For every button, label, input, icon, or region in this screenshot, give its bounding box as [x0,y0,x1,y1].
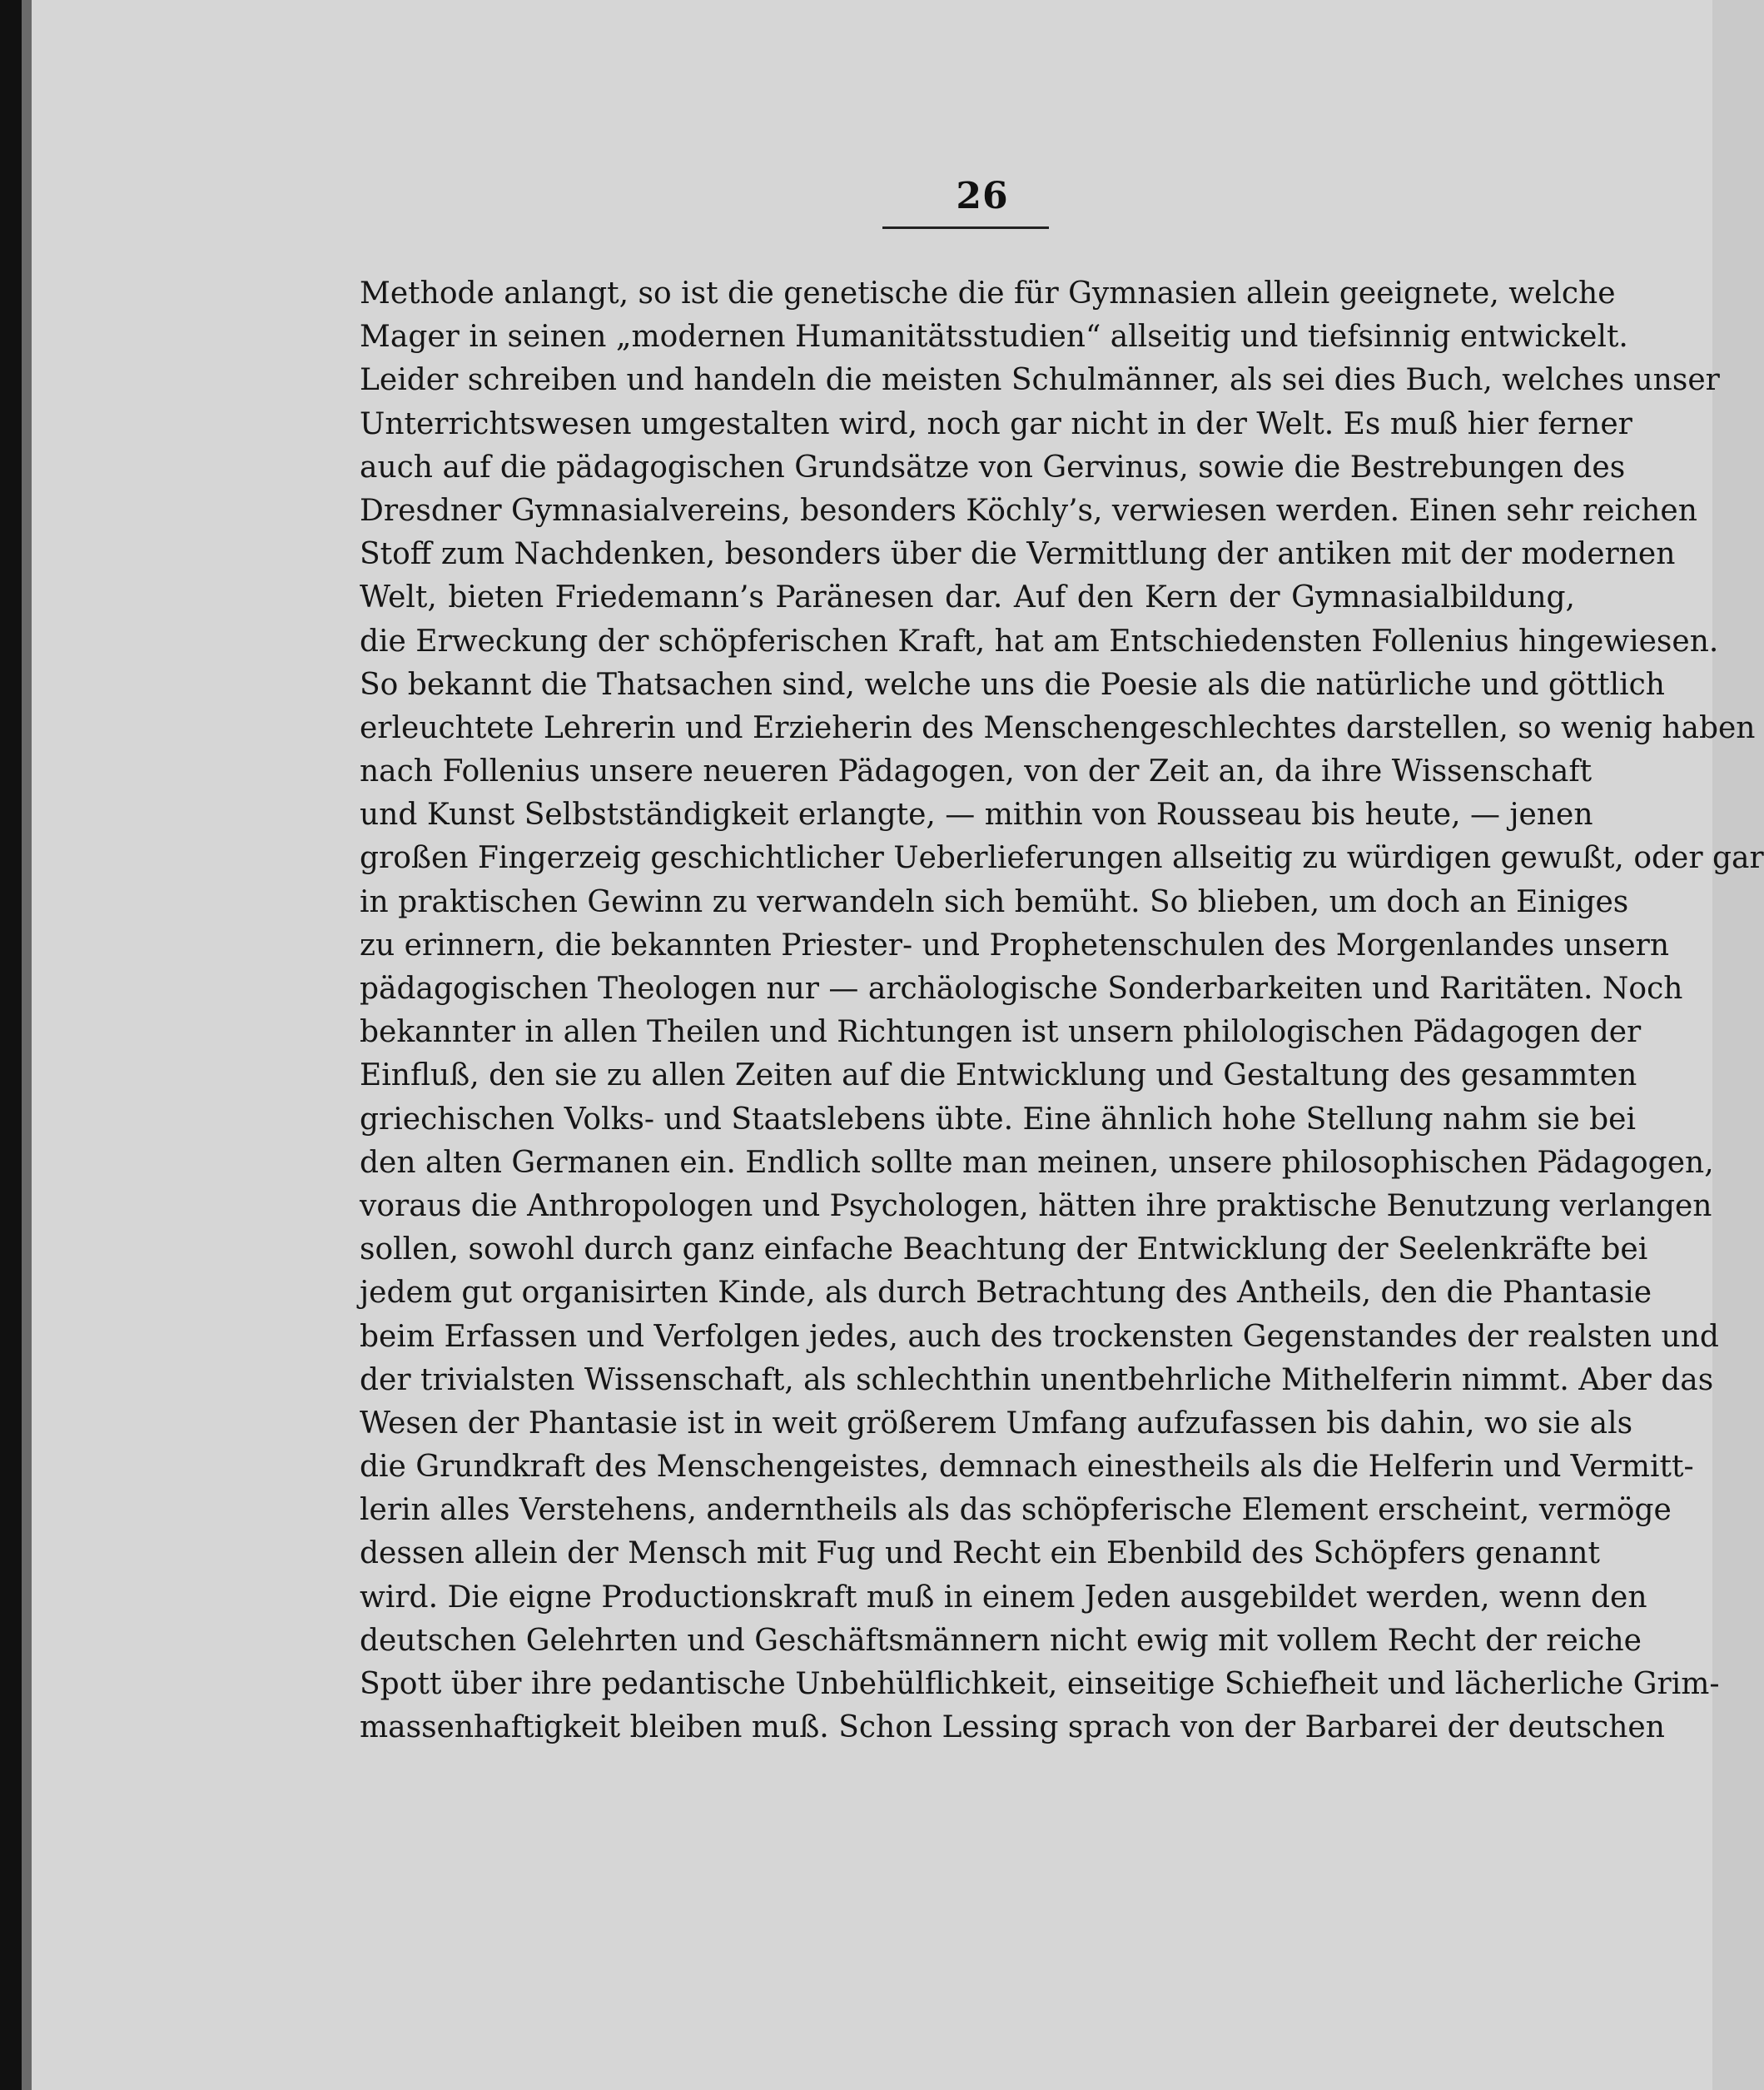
text-line: griechischen Volks- und Staatslebens übte. Eine ähnlich hohe Stellung nahm sie bei [360,1102,1636,1137]
text-line: lerin alles Verstehens, anderntheils als das schöpferische Element erscheint, vermöge [360,1493,1672,1528]
text-line: voraus die Anthropologen und Psychologen, hätten ihre praktische Benutzung verlangen [360,1188,1712,1223]
text-line: Wesen der Phantasie ist in weit größerem Umfang aufzufassen bis dahin, wo sie als [360,1406,1633,1441]
text-line: Stoff zum Nachdenken, besonders über die Vermittlung der antiken mit der modernen [360,537,1676,572]
text-line: Unterrichtswesen umgestalten wird, noch gar nicht in der Welt. Es muß hier ferner [360,406,1632,441]
page-number: 26 [956,175,1009,217]
text-line: wird. Die eigne Productionskraft muß in einem Jeden ausgebildet werden, wenn den [360,1580,1647,1615]
text-line: Einfluß, den sie zu allen Zeiten auf die Entwicklung und Gestaltung des gesammten [360,1058,1637,1093]
text-line: zu erinnern, die bekannten Priester- und Prophetenschulen des Morgenlandes unsern [360,928,1670,963]
body-text [360,272,1764,1749]
text-line: nach Follenius unsere neueren Pädagogen, von der Zeit an, da ihre Wissenschaft [360,754,1593,789]
text-line: Welt, bieten Friedemann’s Paränesen dar. Auf den Kern der Gymnasialbildung, [360,580,1575,615]
text-line: Methode anlangt, so ist die genetische die für Gymnasien allein geeignete, welche [360,276,1616,311]
text-line: So bekannt die Thatsachen sind, welche uns die Poesie als die natürliche und göttlich [360,667,1665,702]
binding-gutter [22,0,32,2090]
text-line: Dresdner Gymnasialvereins, besonders Köchly’s, verwiesen werden. Einen sehr reichen [360,493,1697,528]
text-line: die Erweckung der schöpferischen Kraft, hat am Entschiedensten Follenius hingewiesen. [360,624,1719,659]
text-line: deutschen Gelehrten und Geschäftsmännern nicht ewig mit vollem Recht der reiche [360,1623,1642,1658]
text-line: erleuchtete Lehrerin und Erzieherin des Menschengeschlechtes darstellen, so wenig haben [360,710,1756,745]
text-line: massenhaftigkeit bleiben muß. Schon Lessing sprach von der Barbarei der deutschen [360,1710,1665,1745]
text-line: auch auf die pädagogischen Grundsätze von Gervinus, sowie die Bestrebungen des [360,450,1626,485]
text-line: die Grundkraft des Menschengeistes, demnach einestheils als die Helferin und Vermitt- [360,1450,1694,1485]
text-line: Mager in seinen „modernen Humanitätsstudien“ allseitig und tiefsinnig entwickelt. [360,320,1628,355]
header-rule [882,226,1049,229]
text-line: pädagogischen Theologen nur — archäologische Sonderbarkeiten und Raritäten. Noch [360,972,1683,1006]
text-line: den alten Germanen ein. Endlich sollte man meinen, unsere philosophischen Pädagogen, [360,1145,1714,1180]
text-line: Leider schreiben und handeln die meisten Schulmänner, als sei dies Buch, welches unser [360,363,1720,398]
text-line: großen Fingerzeig geschichtlicher Ueberlieferungen allseitig zu würdigen gewußt, oder gar [360,841,1764,876]
text-line: bekannter in allen Theilen und Richtungen ist unsern philologischen Pädagogen der [360,1015,1642,1050]
text-line: der trivialsten Wissenschaft, als schlechthin unentbehrliche Mithelferin nimmt. Aber das [360,1362,1714,1397]
text-line: Spott über ihre pedantische Unbehülflichkeit, einseitige Schiefheit und lächerliche Grim- [360,1667,1720,1701]
text-line: beim Erfassen und Verfolgen jedes, auch des trockensten Gegenstandes der realsten und [360,1319,1719,1354]
text-line: und Kunst Selbstständigkeit erlangte, — mithin von Rousseau bis heute, — jenen [360,798,1593,833]
text-line: jedem gut organisirten Kinde, als durch Betrachtung des Antheils, den die Phantasie [360,1276,1652,1311]
binding-shadow [0,0,22,2090]
text-line: dessen allein der Mensch mit Fug und Recht ein Ebenbild des Schöpfers genannt [360,1536,1600,1571]
text-line: sollen, sowohl durch ganz einfache Beachtung der Entwicklung der Seelenkräfte bei [360,1232,1648,1267]
text-line: in praktischen Gewinn zu verwandeln sich bemüht. So blieben, um doch an Einiges [360,884,1629,919]
